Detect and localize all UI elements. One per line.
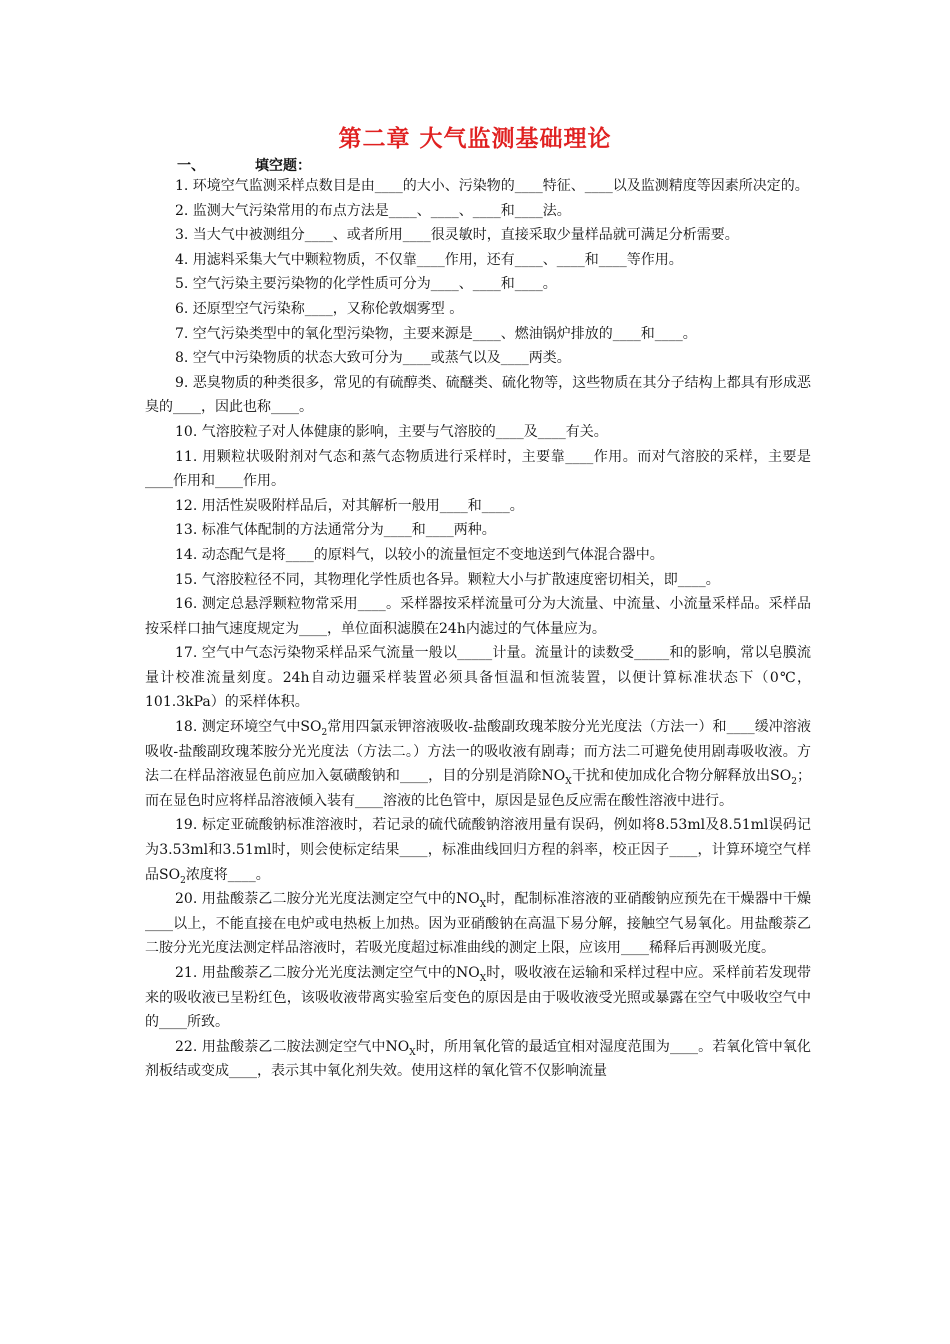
question-text: 19. 标定亚硫酸钠标准溶液时，若记录的硫代硫酸钠溶液用量有误码，例如将8.53ml及8.51ml误码记为3.53ml和3.51ml时，则会使标定结果____，标准曲线回归方程的斜率，校正因子____，计算环境空气样品SO [145,817,811,883]
question-text: 2. 监测大气污染常用的布点方法是____、____、____和____法。 [175,202,571,219]
question-q3 [145,223,811,248]
subscript: X [479,900,487,911]
question-text: 21. 用盐酸萘乙二胺分光光度法测定空气中的NO [175,965,480,981]
question-q17 [145,641,811,715]
subscript: X [409,1047,416,1058]
question-text: 11. 用颗粒状吸附剂对气态和蒸气态物质进行采样时，主要靠____作用。而对气溶胶的采样，主要是____作用和____作用。 [145,448,811,490]
question-q6 [145,297,811,322]
question-q22 [145,1035,811,1084]
question-text: 3. 当大气中被测组分____、或者所用____很灵敏时，直接采取少量样品就可满足分析需要。 [175,227,739,244]
question-list [145,174,811,1084]
question-text: 9. 恶臭物质的种类很多，常见的有硫醇类、硫醚类、硫化物等，这些物质在其分子结构上都具有形成恶臭的____，因此也称____。 [145,374,811,416]
question-text: 14. 动态配气是将____的原料气，以较小的流量恒定不变地送到气体混合器中。 [175,546,664,563]
question-text: 8. 空气中污染物质的状态大致可分为____或蒸气以及____两类。 [175,350,571,367]
question-q10 [145,420,811,445]
question-text: 12. 用活性炭吸附样品后，对其解析一般用____和____。 [175,497,524,514]
question-text: 15. 气溶胶粒径不同，其物理化学性质也各异。颗粒大小与扩散速度密切相关，即____。 [175,571,720,588]
question-text: 4. 用滤料采集大气中颗粒物质，不仅靠____作用，还有____、____和____等作用。 [175,251,683,268]
question-text: 22. 用盐酸萘乙二胺法测定空气中NO [175,1038,410,1055]
question-text: 17. 空气中气态污染物采样品采气流量一般以_____计量。流量计的读数受_____和的影响，常以皂膜流量计校准流量刻度。24h自动边疆采样装置必须具备恒温和恒流装置，以便计算标准状态下（0℃，101.3kPa）的采样体积。 [145,645,811,711]
question-q9 [145,371,811,420]
question-text: 5. 空气污染主要污染物的化学性质可分为____、____和____。 [175,276,557,293]
section-heading [177,155,311,175]
question-text: 时，所用氧化管的最适宜相对湿度范围为____。若氧化管中氧化剂板结或变成____，表示其中氧化剂失效。使用这样的氧化管不仅影响流量 [145,1038,811,1080]
subscript: 2 [321,727,328,738]
subscript: X [479,973,487,984]
question-text: 时，配制标准溶液的亚硝酸钠应预先在干燥器中干燥____以上，不能直接在电炉或电热板上加热。因为亚硝酸钠在高温下易分解，接触空气易氧化。用盐酸萘乙二胺分光光度法测定样品溶液时，若吸光度超过标准曲线的测定上限，应该用____稀释后再测吸光度。 [145,891,811,957]
question-text: 20. 用盐酸萘乙二胺分光光度法测定空气中的NO [175,891,480,908]
question-q12 [145,494,811,519]
section-label: 填空题： [255,158,311,174]
question-text: 16. 测定总悬浮颗粒物常采用____。采样器按采样流量可分为大流量、中流量、小流量采样品。采样品按采样口抽气速度规定为____，单位面积滤膜在24h内滤过的气体量应为。 [145,596,811,637]
question-text: 时，吸收液在运输和采样过程中应。采样前若发现带来的吸收液已呈粉红色，该吸收液带离实验室后变色的原因是由于吸收液受光照或暴露在空气中吸收空气中的____所致。 [145,965,811,1031]
question-text: 常用四氯汞钾溶液吸收-盐酸副玫瑰苯胺分光光度法（方法一）和____缓冲溶液吸收-盐酸副玫瑰苯胺分光光度法（方法二。）方法一的吸收液有剧毒；而方法二可避免使用剧毒吸收液。方法二在样品溶液显色前应加入氨磺酸钠和____，目的分别是消除NO [145,719,811,785]
question-q19 [145,813,811,887]
question-q11 [145,445,811,494]
question-q7 [145,322,811,347]
question-q18 [145,715,811,813]
section-number: 一、 [177,158,205,174]
question-text: 浓度将____。 [185,866,270,883]
question-text: 13. 标准气体配制的方法通常分为____和____两种。 [175,522,496,539]
subscript: X [565,777,572,788]
question-q14 [145,543,811,568]
question-text: 10. 气溶胶粒子对人体健康的影响，主要与气溶胶的____及____有关。 [175,423,608,440]
question-text: 18. 测定环境空气中SO [175,719,322,736]
question-q4 [145,248,811,273]
question-text: 干扰和使加成化合物分解释放出SO [571,768,792,785]
question-q5 [145,272,811,297]
question-q21 [145,961,811,1035]
question-q15 [145,568,811,593]
subscript: 2 [791,777,797,788]
question-q8 [145,346,811,371]
question-text: ；而在显色时应将样品溶液倾入装有____溶液的比色管中，原因是显色反应需在酸性溶液中进行。 [145,768,811,809]
question-text: 7. 空气污染类型中的氧化型污染物，主要来源是____、燃油锅炉排放的____和____。 [175,325,697,342]
question-text: 1. 环境空气监测采样点数目是由____的大小、污染物的____特征、____以及监测精度等因素所决定的。 [175,178,809,194]
question-q2 [145,199,811,224]
question-q13 [145,518,811,543]
subscript: 2 [180,875,186,886]
question-q20 [145,887,811,961]
question-text: 6. 还原型空气污染称____，又称伦敦烟雾型 。 [175,300,464,317]
question-q16 [145,592,811,641]
question-q1 [145,174,811,199]
page-title: 第二章 大气监测基础理论 [338,126,612,152]
